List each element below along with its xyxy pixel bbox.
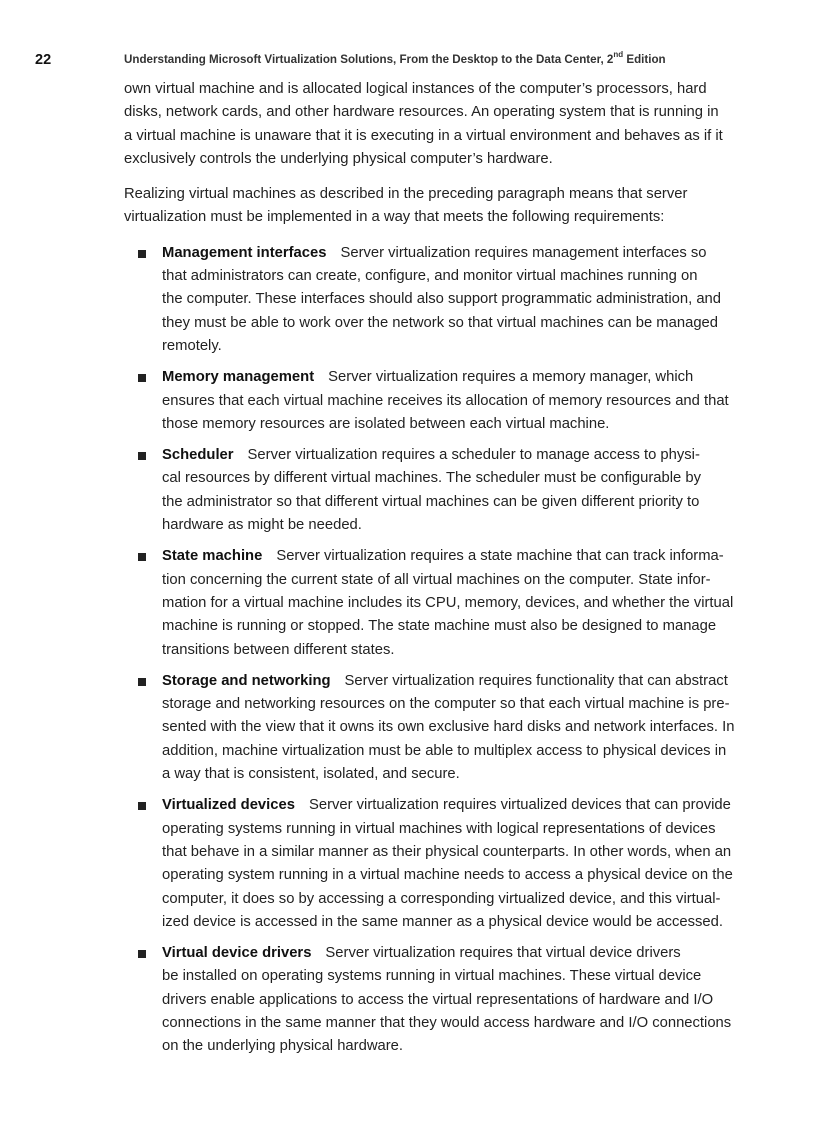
requirement-term: Management interfaces bbox=[162, 244, 327, 261]
list-item bbox=[124, 794, 744, 934]
requirements-list bbox=[124, 242, 744, 1059]
requirement-term: Memory management bbox=[162, 369, 315, 386]
requirement-term: Virtualized devices bbox=[162, 797, 295, 814]
list-item bbox=[124, 670, 744, 786]
requirement-term: Scheduler bbox=[162, 447, 234, 464]
requirement-text: Server virtualization requires a scheduler to manage access to physi- cal resources by different virtual machines. The scheduler must be configurable by the administrator so that different virtual machines can be given different priority to hardware as might be needed. bbox=[162, 447, 701, 534]
list-item bbox=[124, 242, 744, 358]
requirements-lead-paragraph: Realizing virtual machines as described in the preceding paragraph means that server virtualization must be implemented in a way that meets the following requirements: bbox=[124, 186, 688, 226]
requirement-term: Storage and networking bbox=[162, 672, 331, 689]
requirement-text: Server virtualization requires that virtual device drivers be installed on operating systems running in virtual machines. These virtual device drivers enable applications to access the virtual representations of hardware and I/O connections in the same manner that they would access hardware and I/O connections on the underlying physical hardware. bbox=[162, 945, 732, 1055]
list-item bbox=[124, 366, 744, 436]
requirement-text: Server virtualization requires a state machine that can track informa- tion concerning the current state of all virtual machines on the computer. State infor- mation for a virtual machine includes its CPU, memory, devices, and whether the virtual machine is running or stopped. The state machine must also be designed to manage transitions between different states. bbox=[162, 548, 734, 658]
requirement-term: State machine bbox=[162, 548, 263, 565]
square-bullet-icon bbox=[138, 802, 146, 810]
page-body bbox=[124, 78, 744, 1067]
running-title bbox=[124, 52, 666, 68]
requirement-term: Virtual device drivers bbox=[162, 945, 312, 962]
intro-paragraph: own virtual machine and is allocated logical instances of the computer’s processors, hard disks, network cards, and other hardware resources. An operating system that is running in a virtual machine is unaware that it is executing in a virtual environment and behaves as if it exclusively controls the underlying physical computer’s hardware. bbox=[124, 81, 723, 167]
square-bullet-icon bbox=[138, 553, 146, 561]
square-bullet-icon bbox=[138, 374, 146, 382]
requirement-text: Server virtualization requires a memory manager, which ensures that each virtual machine receives its allocation of memory resources and that those memory resources are isolated between each virtual machine. bbox=[162, 369, 729, 432]
square-bullet-icon bbox=[138, 678, 146, 686]
requirement-text: Server virtualization requires virtualized devices that can provide operating systems running in virtual machines with logical representations of devices that behave in a similar manner as their physical counterparts. In other words, when an operating system running in a virtual machine needs to access a physical device on the computer, it does so by accessing a corresponding virtualized device, and this virtual- ized device is accessed in the same manner as a physical device would be accessed. bbox=[162, 797, 733, 930]
list-item bbox=[124, 545, 744, 661]
running-header bbox=[0, 51, 816, 69]
square-bullet-icon bbox=[138, 452, 146, 460]
edition-suffix: Edition bbox=[623, 53, 666, 66]
square-bullet-icon bbox=[138, 250, 146, 258]
page-number: 22 bbox=[35, 52, 52, 68]
book-title: Understanding Microsoft Virtualization Solutions, From the Desktop to the Data Center, 2 bbox=[124, 53, 614, 66]
list-item bbox=[124, 942, 744, 1058]
edition-superscript: nd bbox=[613, 50, 624, 60]
requirement-text: Server virtualization requires functionality that can abstract storage and networking resources on the computer so that each virtual machine is pre- sented with the view that it owns its own exclusive hard disks and network interfaces. In addition, machine virtualization must be able to multiplex access to physical devices in a way that is consistent, isolated, and secure. bbox=[162, 672, 735, 783]
square-bullet-icon bbox=[138, 950, 146, 958]
requirement-text: Server virtualization requires management interfaces so that administrators can create, configure, and monitor virtual machines running on the computer. These interfaces should also support programmatic administration, and they must be able to work over the network so that virtual machines can be managed remotely. bbox=[162, 244, 722, 354]
list-item bbox=[124, 444, 744, 537]
